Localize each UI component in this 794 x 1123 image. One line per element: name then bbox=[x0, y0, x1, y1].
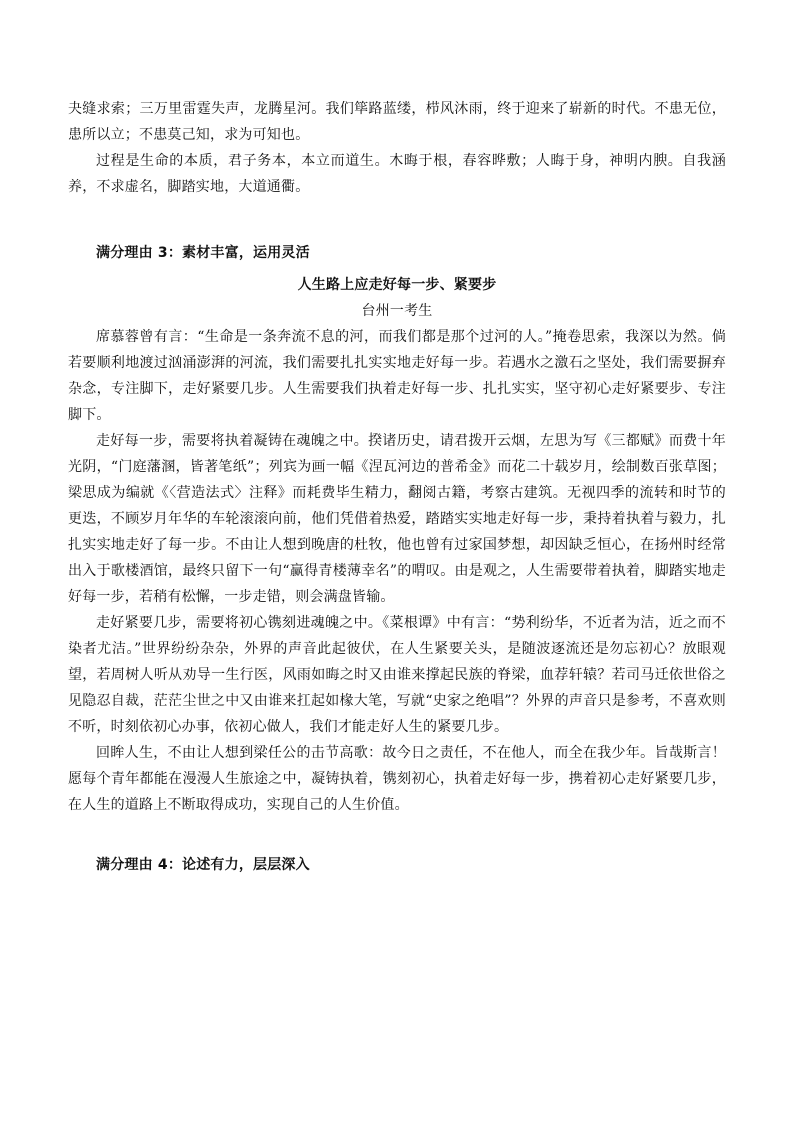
essay-title: 人生路上应走好每一步、紧要步 bbox=[297, 277, 497, 293]
essay-paragraph: 席慕蓉曾有言：“生命是一条奔流不息的河，而我们都是那个过河的人。”掩卷思索，我深以为然。倘若要顺利地渡过汹涌澎湃的河流，我们需要扎扎实实地走好每一步。若遇水之激石之坚处，我们需要摒弃杂念，专注脚下，走好紧要几步。人生需要我们执着走好每一步、扎扎实实，坚守初心走好紧要步、专注脚下。 bbox=[68, 329, 726, 423]
intro-paragraph: 过程是生命的本质，君子务本，本立而道生。木晦于根，春容晔敷；人晦于身，神明内腴。自我涵养，不求虚名，脚踏实地，大道通衢。 bbox=[68, 153, 726, 195]
spacer bbox=[68, 818, 726, 852]
spacer bbox=[68, 200, 726, 240]
essay-author: 台州一考生 bbox=[361, 303, 433, 319]
section-title-4: 满分理由 4：论述有力，层层深入 bbox=[96, 857, 310, 873]
essay-paragraph: 走好每一步，需要将执着凝铸在魂魄之中。揆诸历史，请君拨开云烟，左思为写《三都赋》而费十年光阴，“门庭藩溷，皆著笔纸”；列宾为画一幅《涅瓦河边的普希金》而花二十载岁月，绘制数百张草图；梁思成为编就《〈营造法式〉注释》而耗费毕生精力，翻阅古籍，考察古建筑。无视四季的流转和时节的更迭，不顾岁月年华的车轮滚滚向前，他们凭借着热爱，踏踏实实地走好每一步，秉持着执着与毅力，扎扎实实地走好了每一步。不由让人想到晚唐的杜牧，他也曾有过家国梦想，却因缺乏恒心，在扬州时经常出入于歌楼酒馆，最终只留下一句“赢得青楼薄幸名”的喟叹。由是观之，人生需要带着执着，脚踏实地走好每一步，若稍有松懈，一步走错，则会满盘皆输。 bbox=[68, 433, 726, 605]
essay-paragraph: 回眸人生，不由让人想到梁任公的击节高歌：故今日之责任，不在他人，而全在我少年。旨哉斯言！愿每个青年都能在漫漫人生旅途之中，凝铸执着，镌刻初心，执着走好每一步，携着初心走好紧要几步，在人生的道路上不断取得成功，实现自己的人生价值。 bbox=[68, 745, 726, 813]
section-title-3: 满分理由 3：素材丰富，运用灵活 bbox=[96, 245, 310, 261]
essay-paragraph: 走好紧要几步，需要将初心镌刻进魂魄之中。《菜根谭》中有言：“势利纷华，不近者为洁，近之而不染者尤洁。”世界纷纷杂杂，外界的声音此起彼伏，在人生紧要关头，是随波逐流还是勿忘初心？放眼观望，若周树人听从劝导一生行医，风雨如晦之时又由谁来撑起民族的脊梁，血荐轩辕？若司马迁依世俗之见隐忍自裁，茫茫尘世之中又由谁来扛起如椽大笔，写就“史家之绝唱”？外界的声音只是参考，不喜欢则不听，时刻依初心办事，依初心做人，我们才能走好人生的紧要几步。 bbox=[68, 615, 726, 735]
document-page bbox=[68, 96, 726, 878]
intro-paragraph: 夬缝求索；三万里雷霆失声，龙腾星河。我们筚路蓝缕，栉风沐雨，终于迎来了崭新的时代。不患无位，患所以立；不患莫己知，求为可知也。 bbox=[68, 101, 726, 143]
